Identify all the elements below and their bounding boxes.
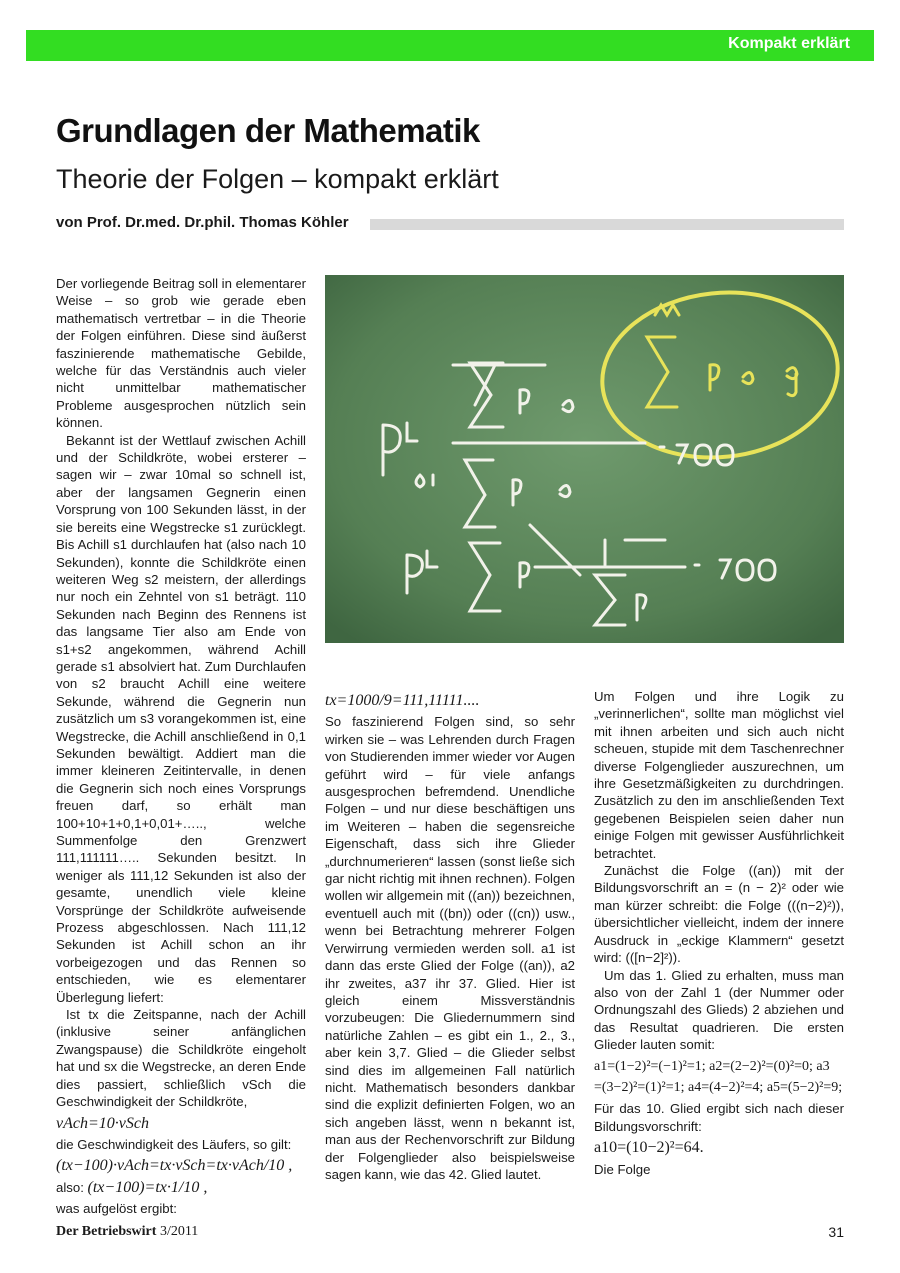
equation: tx=1000/9=111,11111....: [325, 692, 480, 709]
header-bar: [26, 30, 874, 61]
paragraph: was aufgelöst ergibt:: [56, 1201, 177, 1217]
journal-name: Der Betriebswirt: [56, 1224, 157, 1239]
also-label: also:: [56, 1179, 84, 1195]
byline-rule: [370, 219, 844, 230]
page-number: 31: [828, 1224, 844, 1240]
paragraph: die Geschwindigkeit des Läufers, so gilt:: [56, 1136, 292, 1152]
equation: (tx−100)=tx·1/10 ,: [87, 1178, 208, 1196]
paragraph: Um Folgen und ihre Logik zu „verinnerlichen“, sollte man möglichst viel mit ihnen arbeiten und sich auch nicht scheuen, stupide mit dem Taschenrechner diverse Folgenglieder auszurechnen, um ihre Gesetzmäßigkeiten zu durchdringen. Zusätzlich zu den im anschließenden Text gegebenen Beispielen seien daher nun einige Folgen mit gewisser Ausführlichkeit betrachtet.: [594, 689, 844, 861]
column-2: [325, 688, 575, 1183]
paragraph: Zunächst die Folge ((an)) mit der Bildungsvorschrift an = (n − 2)² oder wie man kürzer schreibt: die Folge (((n−2)²)), übersichtlicher vielleicht, indem der innere Ausdruck in „eckige Klammern“ gesetzt wird: (([n−2]²)).: [594, 863, 844, 966]
author-byline: von Prof. Dr.med. Dr.phil. Thomas Köhler: [56, 214, 349, 231]
column-1: [56, 275, 306, 1218]
column-3: [594, 688, 844, 1178]
chalkboard-photo: [325, 275, 844, 643]
section-label: Kompakt erklärt: [728, 35, 850, 52]
paragraph: Für das 10. Glied ergibt sich nach dieser Bildungsvorschrift:: [594, 1101, 844, 1134]
article-title: Grundlagen der Mathematik: [56, 112, 480, 149]
equation-row: [56, 1179, 306, 1196]
article-subtitle: Theorie der Folgen – kompakt erklärt: [56, 164, 499, 194]
paragraph: So faszinierend Folgen sind, so sehr wirken sie – was Lehrenden durch Fragen von Studierenden immer wieder vor Augen geführt wird – für viele anfangs ausgesprochen befremdend. Unendliche Folgen – und nur diese beschäftigen uns im Weiteren – haben die segensreiche Eigenschaft, dass sich ihre Glieder „durchnumerieren“ lassen (sonst ließe sich gar nicht richtig mit ihnen rechnen). Folgen wollen wir allgemein mit ((an)) bezeichnen, eventuell auch mit ((bn)) oder ((cn)) usw., wenn bei Betrachtung mehrerer Folgen Verwirrung vermieden werden soll. a1 ist dann das erste Glied der Folge ((an)), a2 ihr zweites, a37 ihr 37. Glied. Hier ist gleich einem Missverständnis vorzubeugen: Die Gliedernummern sind natürliche Zahlen – es gibt ein 1., 2., 3., aber kein 3,7. Glied – die Glieder selbst sind dies im allgemeinen Fall natürlich nicht. Mathematisch besonders dankbar sind die explizit definierten Folgen, wo an sich angeben lässt, wenn n bekannt ist, man aus der Rechenvorschrift zur Bildung der Folgenglieder also beispielsweise sagen kann, wie das 42. Glied lautet.: [325, 714, 575, 1182]
paragraph: Bekannt ist der Wettlauf zwischen Achill und der Schildkröte, wobei ersterer – sagen wir – zwar 10mal so schnell ist, aber der langsamen Gegnerin einen Vorsprung von 100 Sekunden lässt, in der sie bereits eine Wegstrecke s1 zurücklegt. Bis Achill s1 durchlaufen hat (also nach 10 Sekunden), konnte die Schildkröte einen weiteren Weg s2 meistern, der allerdings nur noch ein Zehntel von s1 beträgt. 110 Sekunden nach Beginn des Rennens ist das langsame Tier also am Ende von s1+s2 angekommen, während Achill gerade s1 absolviert hat. Zum Durchlaufen von s2 braucht Achill eine weitere Sekunde, während die Gegnerin nun zusätzlich um s3 vorangekommen ist, eine Wegstrecke, die Achill anschließend in 0,1 Sekunden bewältigt. Addiert man die immer kleineren Zeitintervalle, in denen die Gegnerin sich noch eines Vorsprungs freuen darf, so erhält man 100+10+1+0,1+0,01+….., welche Summenfolge den Grenzwert 111,111111….. Sekunden besitzt. In weniger als 111,12 Sekunden ist also der gesamte, unendlich viele kleine Vorsprünge der Schildkröte aufweisende Prozess abgeschlossen. Nach 111,12 Sekunden ist Achill schon an ihr vorbeigezogen und das Rennen so entschieden, wie es elementarer Überlegung liefert:: [56, 432, 306, 1005]
paragraph: Ist tx die Zeitspanne, nach der Achill (inklusive seiner anfänglichen Zwangspause) die Schildkröte eingeholt hat und sx die Wegstrecke, an deren Ende dies passiert, schließlich vSch die Geschwindigkeit der Schildkröte,: [56, 1007, 306, 1110]
equation: a1=(1−2)²=(−1)²=1; a2=(2−2)²=(0)²=0; a3: [594, 1058, 830, 1074]
chalkboard-background: [325, 275, 844, 643]
equation: vAch=10·vSch: [56, 1114, 149, 1132]
equation: =(3−2)²=(1)²=1; a4=(4−2)²=4; a5=(5−2)²=9;: [594, 1079, 843, 1095]
equation: (tx−100)·vAch=tx·vSch=tx·vAch/10 ,: [56, 1157, 293, 1175]
journal-issue: 3/2011: [159, 1224, 199, 1239]
paragraph: Um das 1. Glied zu erhalten, muss man also von der Zahl 1 (der Nummer oder Ordnungszahl des Glieds) 2 abziehen und das Resultat quadrieren. Die ersten Glieder lauten somit:: [594, 967, 844, 1053]
paragraph: Der vorliegende Beitrag soll in elementarer Weise – so grob wie gerade eben mathematisch vertretbar – in die Theorie der Folgen einführen. Diese sind äußerst faszinierende mathematische Gebilde, welche für das Verständnis auch vieler nicht unmittelbar mathematischer Probleme ausgesprochen nützlich sein können.: [56, 276, 306, 431]
journal-footer: [56, 1224, 198, 1240]
equation: a10=(10−2)²=64.: [594, 1139, 704, 1157]
paragraph: Die Folge: [594, 1161, 651, 1177]
